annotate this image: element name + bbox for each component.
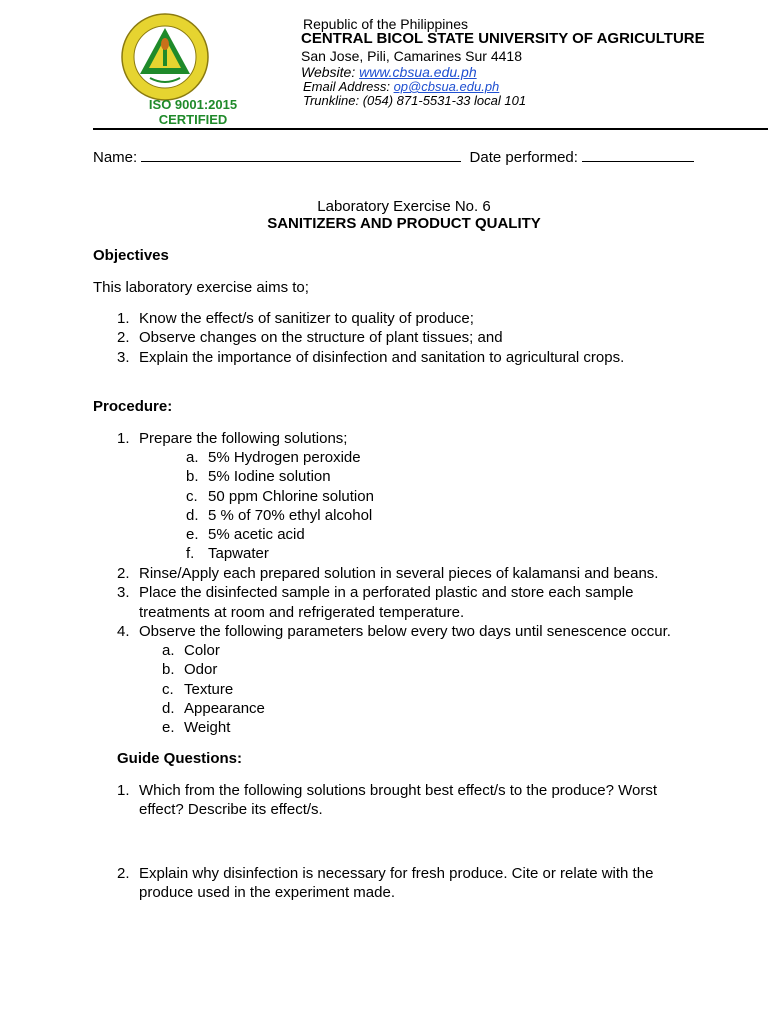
guide-question-2: 2. Explain why disinfection is necessary for fresh produce. Cite or relate with the produce used in the experiment made. [117,865,654,902]
objective-item: 2. Observe changes on the structure of plant tissues; and [117,329,503,347]
website-label: Website: [301,64,360,80]
exercise-number: Laboratory Exercise No. 6 [317,198,491,215]
parameter-item: c. Texture [162,680,234,698]
solution-item: d. 5 % of 70% ethyl alcohol [186,506,373,524]
trunkline-text: Trunkline: (054) 871-5531-33 local 101 [303,93,527,108]
email-label: Email Address: [303,79,394,94]
header-website-line [301,64,477,80]
iso-certification [128,97,258,127]
header-address: San Jose, Pili, Camarines Sur 4418 [301,48,522,64]
iso-certified: CERTIFIED [158,112,228,127]
procedure-step-3: 3. Place the disinfected sample in a perforated plastic and store each sample [117,584,634,602]
procedure-step-1: 1. Prepare the following solutions; [117,430,348,447]
procedure-steps-2-4 [117,564,671,641]
solution-item: b. 5% Iodine solution [186,468,331,486]
procedure-heading: Procedure: [93,398,173,415]
procedure-step-3-cont: treatments at room and refrigerated temperature. [139,603,465,621]
header-country: Republic of the Philippines [303,16,468,32]
exercise-title: SANITIZERS AND PRODUCT QUALITY [267,215,541,232]
solution-item: a. 5% Hydrogen peroxide [186,449,361,466]
objective-item: 1. Know the effect/s of sanitizer to quality of produce; [117,310,474,327]
solution-item: c. 50 ppm Chlorine solution [186,487,374,505]
website-link[interactable]: www.cbsua.edu.ph [359,64,477,80]
guide-question-1: 1. Which from the following solutions brought best effect/s to the produce? Worst effect? Describe its effect/s. [117,782,658,819]
header-divider [93,128,768,130]
objectives-heading: Objectives [93,247,169,264]
parameter-item: d. Appearance [162,699,265,717]
iso-standard: ISO 9001:2015 [148,97,238,112]
university-seal-logo [120,12,210,102]
parameters-list [162,641,265,737]
name-blank[interactable] [141,147,461,162]
parameter-item: e. Weight [162,719,231,737]
objectives-list [117,309,624,367]
header-trunkline [303,93,526,109]
email-link[interactable]: op@cbsua.edu.ph [393,79,500,94]
name-label: Name: [93,149,138,166]
objective-item: 3. Explain the importance of disinfection and sanitation to agricultural crops. [117,348,625,366]
header-university-name: CENTRAL BICOL STATE UNIVERSITY OF AGRICULTURE [301,30,705,47]
solutions-list [186,448,374,564]
date-label: Date performed: [469,149,578,166]
solution-item: e. 5% acetic acid [186,526,305,544]
guide-questions-heading: Guide Questions: [117,750,243,767]
date-blank[interactable] [582,147,694,162]
procedure-step-4: 4. Observe the following parameters below every two days until senescence occur. [117,622,671,640]
name-date-row [93,147,694,167]
objectives-intro: This laboratory exercise aims to; [93,279,309,296]
solution-item: f. Tapwater [186,545,269,563]
parameter-item: a. Color [162,642,220,659]
procedure-step-2: 2. Rinse/Apply each prepared solution in several pieces of kalamansi and beans. [117,565,659,582]
parameter-item: b. Odor [162,661,218,679]
